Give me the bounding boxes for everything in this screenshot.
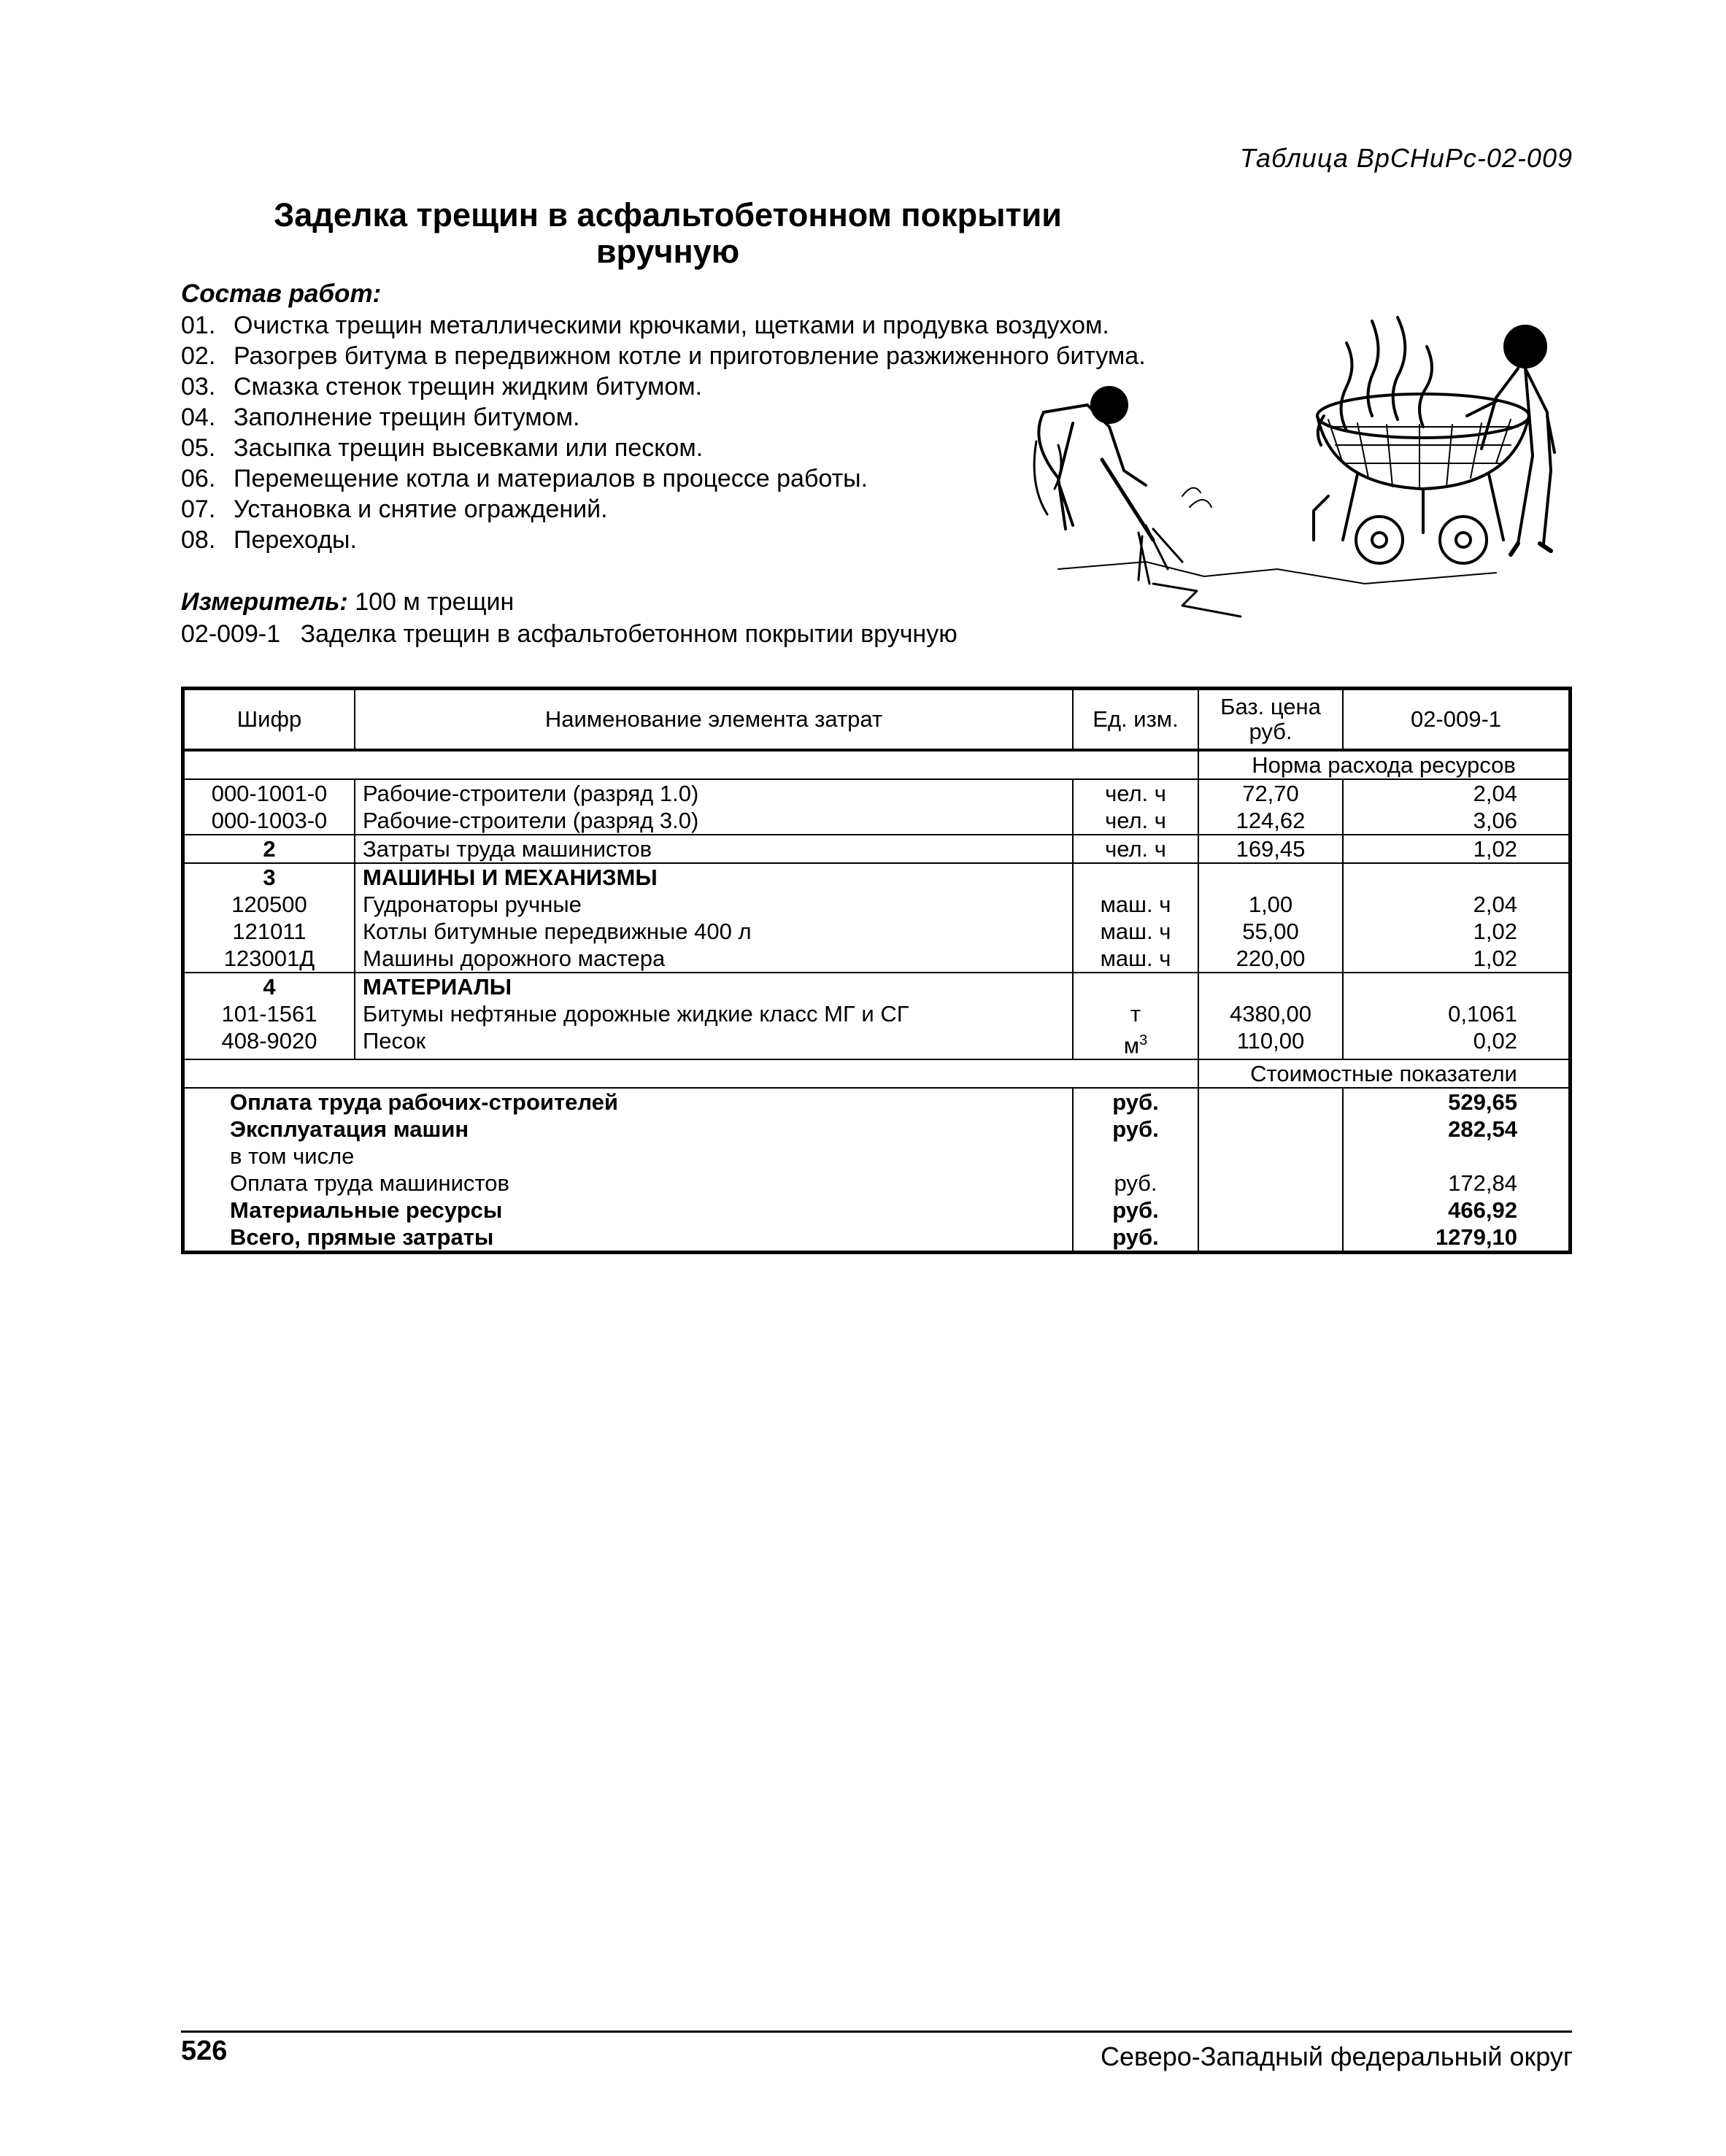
- name: Машины дорожного мастера: [363, 946, 666, 971]
- item-text: Заполнение трещин битумом.: [234, 403, 580, 431]
- table-row: [183, 1088, 1571, 1253]
- header-unit: Ед. изм.: [1073, 689, 1198, 751]
- cost-name: Оплата труда рабочих-строителей: [230, 1089, 618, 1116]
- code: 120500: [231, 892, 307, 917]
- cell-price: [1198, 973, 1343, 1059]
- cell-price: [1198, 863, 1343, 973]
- cell-unit: [1073, 863, 1198, 973]
- table-row: [183, 779, 1571, 835]
- price: 110,00: [1236, 1028, 1305, 1054]
- price: 4380,00: [1229, 1001, 1312, 1027]
- item-number: 07.: [181, 495, 216, 523]
- item-text: Разогрев битума в передвижном котле и приготовление разжиженного битума.: [234, 342, 1146, 370]
- value: 0,1061: [1448, 1001, 1517, 1027]
- name: Рабочие-строители (разряд 1.0): [363, 781, 699, 806]
- cell-cost-name: [183, 1088, 1074, 1253]
- page-number: 526: [181, 2036, 228, 2066]
- unit: маш. ч: [1100, 892, 1171, 917]
- item-text: Переходы.: [234, 526, 357, 554]
- section-row: [183, 1059, 1571, 1088]
- price: 1,00: [1248, 892, 1293, 917]
- table-row: [183, 835, 1571, 863]
- code: 2: [183, 835, 355, 863]
- unit: м: [1123, 1032, 1140, 1059]
- name: МАШИНЫ И МЕХАНИЗМЫ: [363, 865, 658, 890]
- cell-cost-unit: [1073, 1088, 1198, 1253]
- name: МАТЕРИАЛЫ: [363, 974, 512, 1000]
- footer-region: Северо-Западный федеральный округ: [1100, 2041, 1573, 2071]
- value: 1279,10: [1435, 1224, 1517, 1251]
- header-price-line1: Баз. цена: [1220, 694, 1321, 719]
- item-text: Установка и снятие ограждений.: [234, 495, 608, 523]
- unit-exponent: 3: [1139, 1032, 1148, 1048]
- value: 2,04: [1473, 892, 1517, 917]
- price: 72,70: [1242, 781, 1299, 806]
- workers-illustration: [1014, 263, 1584, 627]
- item-number: 01.: [181, 312, 216, 339]
- cell-name: [355, 863, 1073, 973]
- cell-unit: [1073, 779, 1198, 835]
- name: Песок: [363, 1028, 426, 1054]
- name: Затраты труда машинистов: [355, 835, 1073, 863]
- cell-cost-price: [1198, 1088, 1343, 1253]
- code: 3: [263, 865, 276, 890]
- unit-with-exponent: [1081, 1027, 1190, 1059]
- cell-price: [1198, 779, 1343, 835]
- item-number: 03.: [181, 373, 216, 401]
- unit: руб.: [1112, 1116, 1159, 1143]
- name: Гудронаторы ручные: [363, 892, 582, 917]
- item-text: Засыпка трещин высевками или песком.: [234, 434, 704, 462]
- code: 121011: [232, 919, 307, 944]
- header-price-line2: руб.: [1249, 719, 1292, 744]
- section-spacer: [183, 750, 1199, 779]
- unit: руб.: [1114, 1170, 1157, 1197]
- name: Котлы битумные передвижные 400 л: [363, 919, 752, 944]
- name: Битумы нефтяные дорожные жидкие класс МГ и СГ: [363, 1001, 909, 1027]
- item-text: Смазка стенок трещин жидким битумом.: [234, 373, 703, 401]
- unit: руб.: [1112, 1224, 1159, 1251]
- code: 408-9020: [221, 1028, 317, 1054]
- cell-value: [1343, 973, 1571, 1059]
- value: 466,92: [1448, 1197, 1517, 1224]
- price: 169,45: [1198, 835, 1343, 863]
- cell-unit: [1073, 973, 1198, 1059]
- section-norm-label: Норма расхода ресурсов: [1198, 750, 1571, 779]
- value: 172,84: [1448, 1170, 1517, 1197]
- table-reference: Таблица ВрСНиРс-02-009: [1239, 143, 1573, 173]
- title-line-2: вручную: [596, 233, 740, 270]
- code: 000-1001-0: [211, 781, 328, 806]
- unit: маш. ч: [1100, 919, 1171, 944]
- measure-unit: [181, 588, 514, 617]
- cost-name: Материальные ресурсы: [230, 1197, 503, 1224]
- cost-name: Всего, прямые затраты: [230, 1224, 494, 1251]
- measure-label: Измеритель:: [181, 588, 348, 616]
- value: 1,02: [1473, 946, 1517, 971]
- item-number: 05.: [181, 434, 216, 462]
- header-value: 02-009-1: [1343, 689, 1571, 751]
- header-price: [1198, 689, 1343, 751]
- cell-code: [183, 973, 355, 1059]
- code: 101-1561: [221, 1001, 317, 1027]
- item-text: Перемещение котла и материалов в процессе работы.: [234, 465, 868, 492]
- cost-name: Оплата труда машинистов: [230, 1170, 509, 1197]
- unit: чел. ч: [1073, 835, 1198, 863]
- price: 124,62: [1236, 808, 1306, 833]
- code: 000-1003-0: [211, 808, 328, 833]
- value: 3,06: [1473, 808, 1517, 833]
- value: 0,02: [1473, 1028, 1517, 1054]
- cell-value: [1343, 863, 1571, 973]
- table-row: [183, 973, 1571, 1059]
- unit: руб.: [1112, 1089, 1159, 1116]
- cost-name: Эксплуатация машин: [230, 1116, 469, 1143]
- variant-line: [181, 620, 958, 649]
- table-header-row: [183, 689, 1571, 751]
- cell-name: [355, 779, 1073, 835]
- cell-cost-value: [1343, 1088, 1571, 1253]
- cell-value: [1343, 779, 1571, 835]
- unit: чел. ч: [1105, 781, 1166, 806]
- variant-code: 02-009-1: [181, 620, 281, 648]
- header-name: Наименование элемента затрат: [355, 689, 1073, 751]
- title-line-1: Заделка трещин в асфальтобетонном покрытии: [274, 196, 1062, 233]
- item-text: Очистка трещин металлическими крючками, щетками и продувка воздухом.: [234, 312, 1109, 339]
- name: Рабочие-строители (разряд 3.0): [363, 808, 699, 833]
- item-number: 06.: [181, 465, 216, 492]
- works-heading: Состав работ:: [181, 279, 382, 308]
- item-number: 02.: [181, 342, 216, 370]
- unit: чел. ч: [1105, 808, 1166, 833]
- measure-value: 100 м трещин: [355, 588, 515, 616]
- value: 1,02: [1343, 835, 1571, 863]
- unit: т: [1130, 1001, 1141, 1027]
- page-title: [219, 197, 1117, 270]
- section-spacer: [183, 1059, 1199, 1088]
- cost-table: [181, 687, 1572, 1254]
- value: 529,65: [1448, 1089, 1517, 1116]
- section-row: [183, 750, 1571, 779]
- code: 4: [263, 974, 276, 1000]
- price: 220,00: [1236, 946, 1306, 971]
- code: 123001Д: [223, 946, 315, 971]
- cell-name: [355, 973, 1073, 1059]
- variant-text: Заделка трещин в асфальтобетонном покрытии вручную: [300, 620, 958, 648]
- value: 282,54: [1448, 1116, 1517, 1143]
- item-number: 08.: [181, 526, 216, 554]
- table-row: [183, 863, 1571, 973]
- cost-name: в том числе: [230, 1143, 355, 1170]
- unit: руб.: [1112, 1197, 1159, 1224]
- unit: маш. ч: [1100, 946, 1171, 971]
- section-cost-label: Стоимостные показатели: [1198, 1059, 1571, 1088]
- cell-code: [183, 779, 355, 835]
- value: 1,02: [1473, 919, 1517, 944]
- price: 55,00: [1242, 919, 1299, 944]
- header-code: Шифр: [183, 689, 355, 751]
- footer-divider: [181, 2031, 1572, 2033]
- item-number: 04.: [181, 403, 216, 431]
- value: 2,04: [1473, 781, 1517, 806]
- cell-code: [183, 863, 355, 973]
